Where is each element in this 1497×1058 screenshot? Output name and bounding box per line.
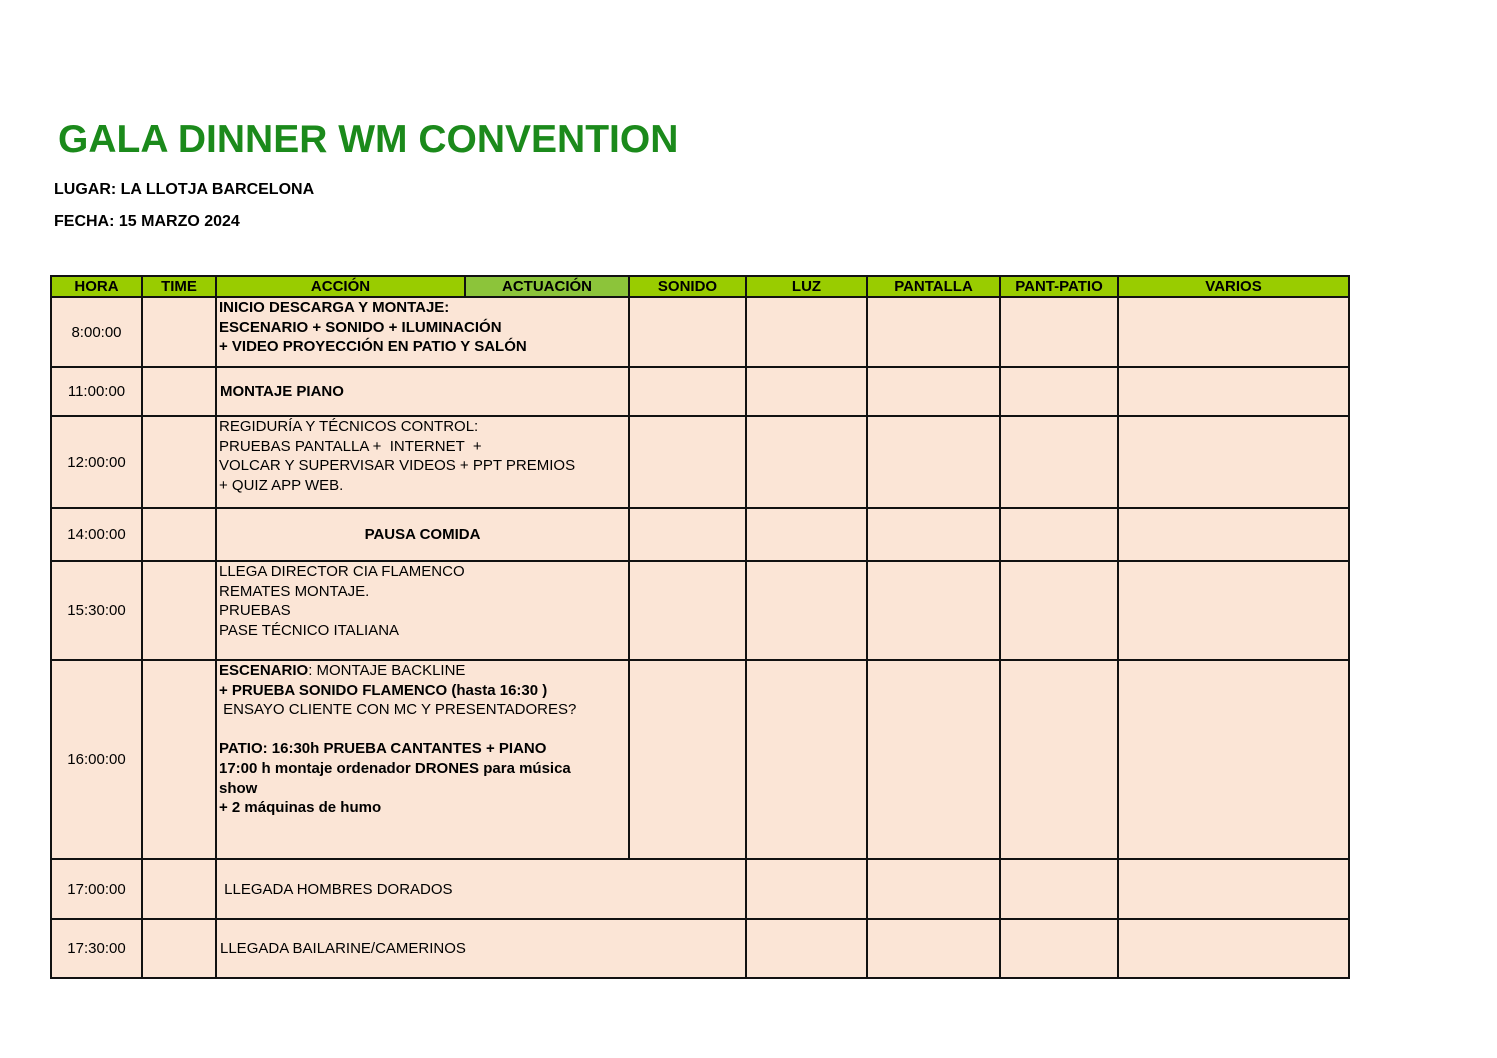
- hora-cell: 16:00:00: [51, 660, 142, 859]
- schedule-table: [50, 275, 1350, 979]
- col-header-pant-patio: PANT-PATIO: [1000, 276, 1118, 297]
- col-header-hora: HORA: [51, 276, 142, 297]
- pantalla-cell: [867, 297, 1000, 367]
- pant-patio-cell: [1000, 660, 1118, 859]
- pant-patio-cell: [1000, 561, 1118, 660]
- pant-patio-cell: [1000, 416, 1118, 508]
- accion-line: MONTAJE PIANO: [220, 383, 344, 400]
- accion-line: PAUSA COMIDA: [364, 526, 481, 543]
- accion-line: + PRUEBA SONIDO FLAMENCO (hasta 16:30 ): [219, 681, 548, 699]
- hora-cell: 17:30:00: [51, 919, 142, 978]
- accion-line: PRUEBAS PANTALLA + INTERNET +: [219, 437, 482, 455]
- col-header-actuacion: ACTUACIÓN: [465, 276, 629, 297]
- time-cell: [142, 919, 216, 978]
- varios-cell: [1118, 660, 1349, 859]
- sonido-cell: [629, 297, 746, 367]
- accion-line: VOLCAR Y SUPERVISAR VIDEOS + PPT PREMIOS: [219, 457, 576, 475]
- luz-cell: [746, 416, 867, 508]
- pant-patio-cell: [1000, 919, 1118, 978]
- luz-cell: [746, 859, 867, 919]
- time-cell: [142, 561, 216, 660]
- varios-cell: [1118, 919, 1349, 978]
- pantalla-cell: [867, 508, 1000, 561]
- date-label: FECHA: 15 MARZO 2024: [54, 213, 240, 230]
- col-header-varios: VARIOS: [1118, 276, 1349, 297]
- luz-cell: [746, 561, 867, 660]
- accion-line: + 2 máquinas de humo: [219, 799, 382, 817]
- hora-cell: 17:00:00: [51, 859, 142, 919]
- escenario-label: ESCENARIO: [219, 662, 309, 679]
- pant-patio-cell: [1000, 297, 1118, 367]
- accion-line: LLEGADA HOMBRES DORADOS: [220, 880, 453, 898]
- time-cell: [142, 367, 216, 416]
- accion-line: + QUIZ APP WEB.: [219, 476, 344, 494]
- time-cell: [142, 859, 216, 919]
- col-header-luz: LUZ: [746, 276, 867, 297]
- sonido-cell: [629, 660, 746, 859]
- varios-cell: [1118, 508, 1349, 561]
- accion-cell: [216, 297, 629, 367]
- pantalla-cell: [867, 859, 1000, 919]
- time-cell: [142, 297, 216, 367]
- luz-cell: [746, 367, 867, 416]
- pantalla-cell: [867, 367, 1000, 416]
- accion-cell: [216, 919, 746, 978]
- sonido-cell: [629, 367, 746, 416]
- accion-line: PASE TÉCNICO ITALIANA: [219, 621, 400, 639]
- luz-cell: [746, 297, 867, 367]
- page-title: GALA DINNER WM CONVENTION: [58, 118, 679, 161]
- accion-line: LLEGA DIRECTOR CIA FLAMENCO: [219, 563, 465, 580]
- accion-line: ENSAYO CLIENTE CON MC Y PRESENTADORES?: [219, 701, 577, 719]
- pant-patio-cell: [1000, 367, 1118, 416]
- accion-cell: [216, 660, 629, 859]
- table-row: [51, 367, 1349, 416]
- accion-line: PATIO: 16:30h PRUEBA CANTANTES + PIANO: [219, 740, 547, 758]
- varios-cell: [1118, 297, 1349, 367]
- luz-cell: [746, 660, 867, 859]
- accion-line: REGIDURÍA Y TÉCNICOS CONTROL:: [219, 418, 479, 435]
- table-row: [51, 660, 1349, 859]
- accion-cell: [216, 561, 629, 660]
- col-header-sonido: SONIDO: [629, 276, 746, 297]
- accion-cell: [216, 367, 629, 416]
- accion-cell: [216, 859, 746, 919]
- accion-line: [219, 661, 625, 681]
- luz-cell: [746, 508, 867, 561]
- table-row: [51, 297, 1349, 367]
- pant-patio-cell: [1000, 859, 1118, 919]
- col-header-accion: ACCIÓN: [216, 276, 465, 297]
- accion-line: 17:00 h montaje ordenador DRONES para música: [219, 759, 571, 777]
- sonido-cell: [629, 561, 746, 660]
- pantalla-cell: [867, 561, 1000, 660]
- pantalla-cell: [867, 660, 1000, 859]
- pantalla-cell: [867, 919, 1000, 978]
- varios-cell: [1118, 859, 1349, 919]
- accion-line: + VIDEO PROYECCIÓN EN PATIO Y SALÓN: [219, 338, 527, 356]
- accion-line: REMATES MONTAJE.: [219, 582, 370, 600]
- col-header-time: TIME: [142, 276, 216, 297]
- accion-line: ESCENARIO + SONIDO + ILUMINACIÓN: [219, 318, 502, 336]
- sonido-cell: [629, 508, 746, 561]
- venue-label: LUGAR: LA LLOTJA BARCELONA: [54, 181, 315, 198]
- time-cell: [142, 416, 216, 508]
- table-row: [51, 416, 1349, 508]
- accion-line: INICIO DESCARGA Y MONTAJE:: [219, 299, 450, 316]
- header-row: [51, 276, 1349, 297]
- sonido-cell: [629, 416, 746, 508]
- col-header-pantalla: PANTALLA: [867, 276, 1000, 297]
- time-cell: [142, 508, 216, 561]
- hora-cell: 15:30:00: [51, 561, 142, 660]
- table-row: [51, 919, 1349, 978]
- hora-cell: 14:00:00: [51, 508, 142, 561]
- accion-cell: [216, 508, 629, 561]
- escenario-detail: : MONTAJE BACKLINE: [308, 662, 466, 679]
- accion-line: LLEGADA BAILARINE/CAMERINOS: [220, 940, 466, 957]
- varios-cell: [1118, 416, 1349, 508]
- time-cell: [142, 660, 216, 859]
- pant-patio-cell: [1000, 508, 1118, 561]
- hora-cell: 12:00:00: [51, 416, 142, 508]
- varios-cell: [1118, 367, 1349, 416]
- table-row: [51, 508, 1349, 561]
- accion-line: PRUEBAS: [219, 602, 291, 620]
- luz-cell: [746, 919, 867, 978]
- table-row: [51, 561, 1349, 660]
- accion-line: show: [219, 779, 258, 797]
- accion-line-blank: [219, 720, 625, 740]
- varios-cell: [1118, 561, 1349, 660]
- hora-cell: 11:00:00: [51, 367, 142, 416]
- table-row: [51, 859, 1349, 919]
- hora-cell: 8:00:00: [51, 297, 142, 367]
- accion-cell: [216, 416, 629, 508]
- pantalla-cell: [867, 416, 1000, 508]
